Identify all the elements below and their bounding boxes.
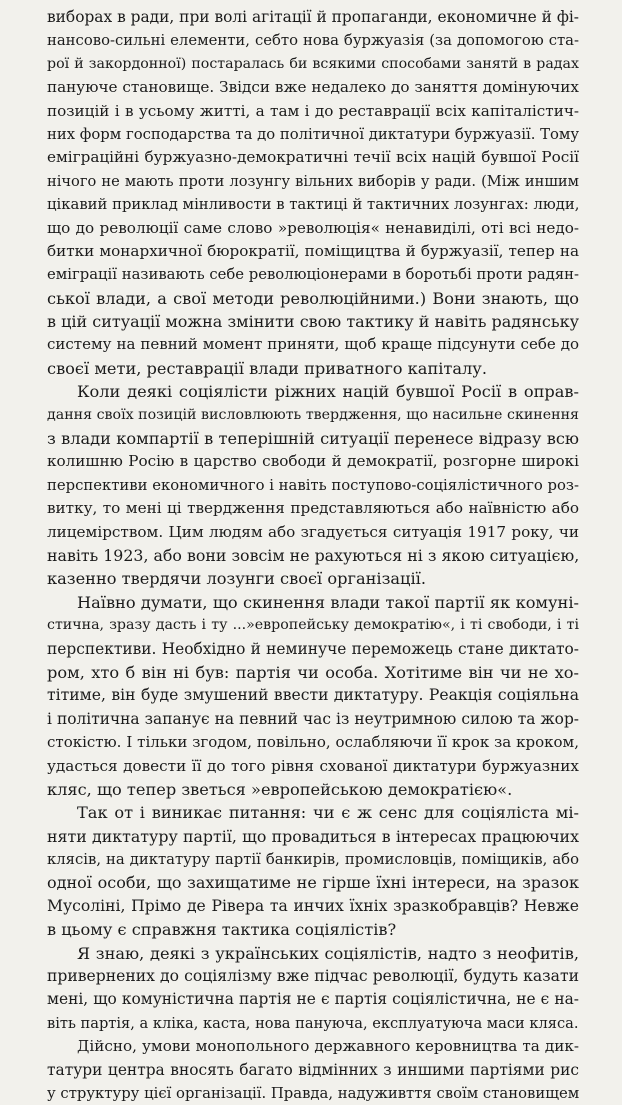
text-line: віть партія, а кліка, каста, нова пануюча, експлуатуюча маси кляса. [47,1014,579,1032]
text-line: цікавий приклад мінливости в тактиці й тактичних лозунгах: люди, [47,196,579,214]
text-line: що до революції саме слово »революція« ненавиділі, оті всі недо- [47,218,579,237]
paragraph [47,380,579,591]
text-line: Я знаю, деякі з українських соціялістів, надто з неофитів, [77,943,579,963]
text-line: пануюче становище. Звідси вже недалеко до заняття домінуючих [47,78,579,97]
text-line: клясів, на диктатуру партії банкирів, промисловців, поміщиків, або [47,851,579,869]
body-text [47,6,579,1105]
text-line: перспективи економичного і навіть поступово-соціялістичного роз- [47,476,579,494]
text-line: систему на певний момент приняти, щоб краще підсунути себе до [47,335,579,354]
text-line: ської влади, а свої методи революційними.) Вони знають, що [47,288,579,308]
paragraph [47,6,579,380]
text-line: стична, зразу дасть і ту ...»европейську демократію«, і ті свободи, і ті [47,617,579,634]
paragraph [47,1035,579,1105]
text-line: виборах в ради, при волі агітації й пропаганди, економичне й фі- [47,8,579,26]
text-line: і політична запанує на певний час із неутримною силою та жор- [47,709,579,728]
text-line: з влади компартії в теперішній ситуації перенесе відразу всю [47,429,579,449]
text-line: в цій ситуації можна змінити свою тактику й навіть радянську [47,312,579,332]
text-line: стокістю. І тільки згодом, повільно, ослабляючи її крок за кроком, [47,733,579,752]
text-line: дання своїх позицій висловлюють твердження, що насильне скинення [47,406,579,423]
text-line: Коли деякі соціялісти ріжних націй бувшої Росії в оправ- [77,382,579,402]
text-line: Наївно думати, що скинення влади такої партії як комуні- [77,592,579,612]
text-line: в цьому є справжня тактика соціялістів? [47,920,397,940]
paragraph [47,942,579,1036]
text-line: татури центра вносять багато відмінних з иншими партіями рис [47,1060,579,1079]
text-line: еміграції називають себе революціонерами в боротьбі проти радян- [47,266,579,284]
text-line: еміграційні буржуазно-демократичні течії всіх націй бувшої Росії [47,148,579,167]
text-line: рої й закордонної) постаралась би всякими способами занятй в радах [47,55,579,72]
text-line: ром, хто б він ні був: партія чи особа. Хотітиме він чи не хо- [47,662,579,682]
text-line: навіть 1923, або вони зовсім не рахуються ні з якою ситуацією, [47,545,579,565]
text-line: казенно твердячи лозунги своєї організації. [47,569,426,589]
text-line: одної особи, що захищатиме не гірше їхні інтереси, на зразок [47,873,579,893]
text-line: мені, що комуністична партія не є партія соціялістична, не є на- [47,990,579,1009]
text-line: витку, то мені ці твердження представляються або наївністю або [47,499,579,518]
text-line: них форм господарства та до політичної диктатури буржуазії. Тому [47,125,579,143]
paragraph [47,801,579,941]
text-line: битки монархичної бюрократії, поміщицтва й буржуазії, тепер на [47,241,579,260]
text-line: привернених до соціялізму вже підчас революції, будуть казати [47,967,579,986]
text-line: своєї мети, реставрації влади приватного капіталу. [47,358,487,378]
text-line: Мусоліні, Прімо де Рівера та инчих їхніх зразкобравців? Невже [47,896,579,915]
text-line: няти диктатуру партії, що провадиться в інтересах працюючих [47,826,579,846]
text-line: нансово-сильні елементи, себто нова буржуазія (за допомогою ста- [47,32,579,50]
text-line: нічого не мають проти лозунгу вільних виборів у ради. (Між иншим [47,172,579,190]
paragraph [47,591,579,802]
text-line: перспективи. Необхідно й неминуче переможець стане диктато- [47,639,579,658]
text-line: удасться довести її до того рівня схованої диктатури буржуазних [47,756,579,775]
text-line: Дійсно, умови монопольного державного керовництва та дик- [77,1037,579,1056]
text-line: у структуру цієї організації. Правда, надуживття своїм становищем [47,1084,579,1102]
text-line: колишню Росію в царство свободи й демократії, розгорне широкі [47,452,579,471]
text-line: лицемірством. Цим людям або згадується ситуація 1917 року, чи [47,522,579,541]
text-line: тітиме, він буде змушений ввести диктатуру. Реакція соціяльна [47,686,579,705]
text-line: Так от і виникає питання: чи є ж сенс для соціяліста мі- [77,803,579,823]
text-line: позицій і в усьому житті, а там і до реставрації всіх капіталістич- [47,101,579,120]
text-line: кляс, що тепер зветься »европейською демократією«. [47,779,513,799]
